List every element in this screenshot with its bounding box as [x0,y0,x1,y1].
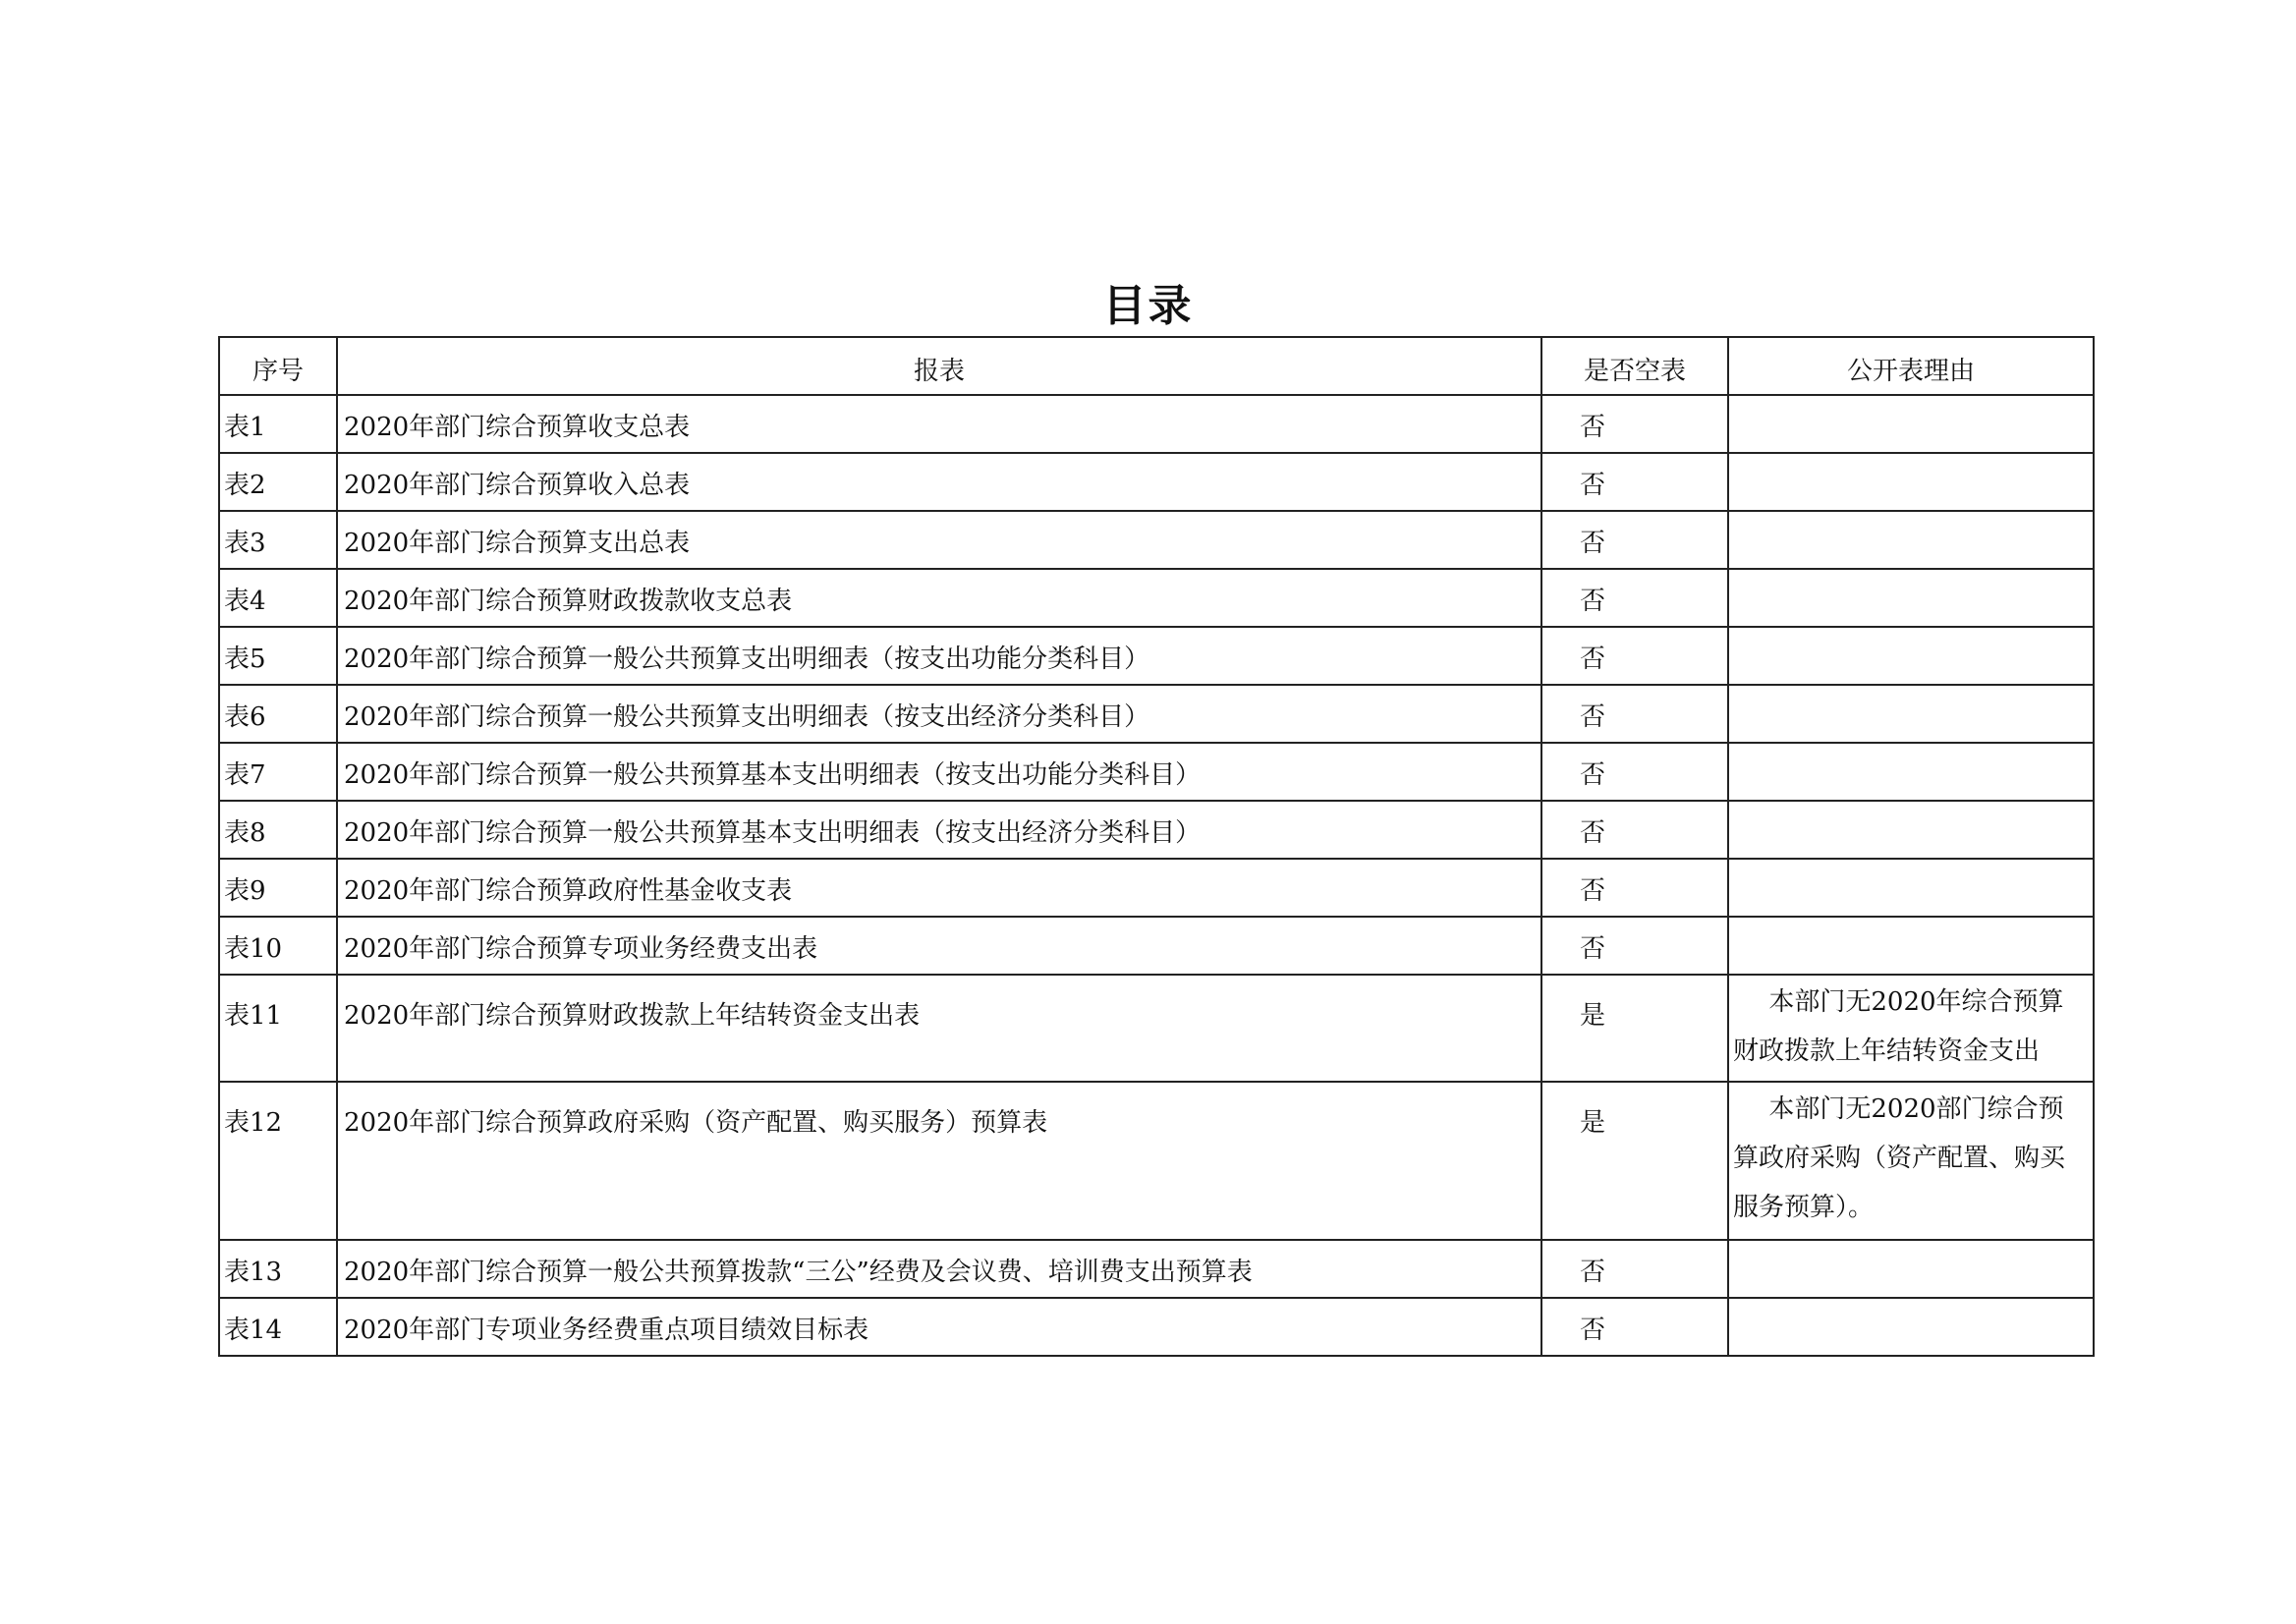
table-row [219,1082,2094,1240]
table-row [219,627,2094,685]
row-number: 表12 [219,1082,337,1240]
row-empty-flag: 否 [1541,917,1728,975]
table-row [219,569,2094,627]
row-report-name: 2020年部门综合预算支出总表 [337,511,1541,569]
row-number: 表6 [219,685,337,743]
row-number: 表7 [219,743,337,801]
row-reason [1728,569,2094,627]
row-number: 表11 [219,975,337,1082]
row-report-name: 2020年部门综合预算财政拨款收支总表 [337,569,1541,627]
row-reason-text: 本部门无2020年综合预算财政拨款上年结转资金支出 [1733,987,2064,1066]
table-row [219,975,2094,1082]
row-empty-flag: 否 [1541,395,1728,453]
row-report-name: 2020年部门综合预算一般公共预算支出明细表（按支出功能分类科目） [337,627,1541,685]
row-report-name: 2020年部门综合预算一般公共预算支出明细表（按支出经济分类科目） [337,685,1541,743]
row-empty-flag: 否 [1541,569,1728,627]
header-empty: 是否空表 [1541,337,1728,395]
table-row [219,395,2094,453]
table-row [219,859,2094,917]
table-row [219,743,2094,801]
row-number: 表13 [219,1240,337,1298]
table-row [219,685,2094,743]
row-report-name: 2020年部门综合预算一般公共预算基本支出明细表（按支出功能分类科目） [337,743,1541,801]
table-row [219,511,2094,569]
row-empty-flag: 否 [1541,627,1728,685]
row-empty-flag: 否 [1541,1298,1728,1356]
row-reason [1728,801,2094,859]
table-row [219,801,2094,859]
row-reason [1728,685,2094,743]
row-number: 表14 [219,1298,337,1356]
row-empty-flag: 否 [1541,685,1728,743]
row-number: 表8 [219,801,337,859]
row-report-name: 2020年部门综合预算财政拨款上年结转资金支出表 [337,975,1541,1082]
table-row [219,917,2094,975]
row-report-name: 2020年部门综合预算政府性基金收支表 [337,859,1541,917]
row-number: 表9 [219,859,337,917]
table-row [219,1240,2094,1298]
row-reason [1728,975,2094,1082]
row-report-name: 2020年部门专项业务经费重点项目绩效目标表 [337,1298,1541,1356]
row-reason [1728,453,2094,511]
row-report-name: 2020年部门综合预算一般公共预算拨款“三公”经费及会议费、培训费支出预算表 [337,1240,1541,1298]
row-number: 表3 [219,511,337,569]
row-number: 表10 [219,917,337,975]
row-reason-text: 本部门无2020部门综合预算政府采购（资产配置、购买服务预算）。 [1733,1094,2066,1222]
row-empty-flag: 否 [1541,453,1728,511]
header-no: 序号 [219,337,337,395]
row-reason [1728,743,2094,801]
row-report-name: 2020年部门综合预算专项业务经费支出表 [337,917,1541,975]
table-row [219,453,2094,511]
row-reason [1728,1298,2094,1356]
page-title: 目录 [1102,281,1194,331]
header-name: 报表 [337,337,1541,395]
row-number: 表4 [219,569,337,627]
row-number: 表2 [219,453,337,511]
row-reason [1728,627,2094,685]
row-empty-flag: 否 [1541,1240,1728,1298]
table-row [219,1298,2094,1356]
row-reason [1728,395,2094,453]
row-empty-flag: 否 [1541,859,1728,917]
row-empty-flag: 否 [1541,511,1728,569]
row-number: 表1 [219,395,337,453]
row-reason [1728,511,2094,569]
toc-table [218,336,2095,1357]
row-report-name: 2020年部门综合预算政府采购（资产配置、购买服务）预算表 [337,1082,1541,1240]
row-report-name: 2020年部门综合预算收支总表 [337,395,1541,453]
row-reason [1728,917,2094,975]
row-empty-flag: 是 [1541,975,1728,1082]
row-report-name: 2020年部门综合预算一般公共预算基本支出明细表（按支出经济分类科目） [337,801,1541,859]
row-number: 表5 [219,627,337,685]
row-empty-flag: 否 [1541,743,1728,801]
row-reason [1728,859,2094,917]
row-report-name: 2020年部门综合预算收入总表 [337,453,1541,511]
row-empty-flag: 否 [1541,801,1728,859]
row-empty-flag: 是 [1541,1082,1728,1240]
table-header-row [219,337,2094,395]
header-reason: 公开表理由 [1728,337,2094,395]
row-reason [1728,1082,2094,1240]
row-reason [1728,1240,2094,1298]
